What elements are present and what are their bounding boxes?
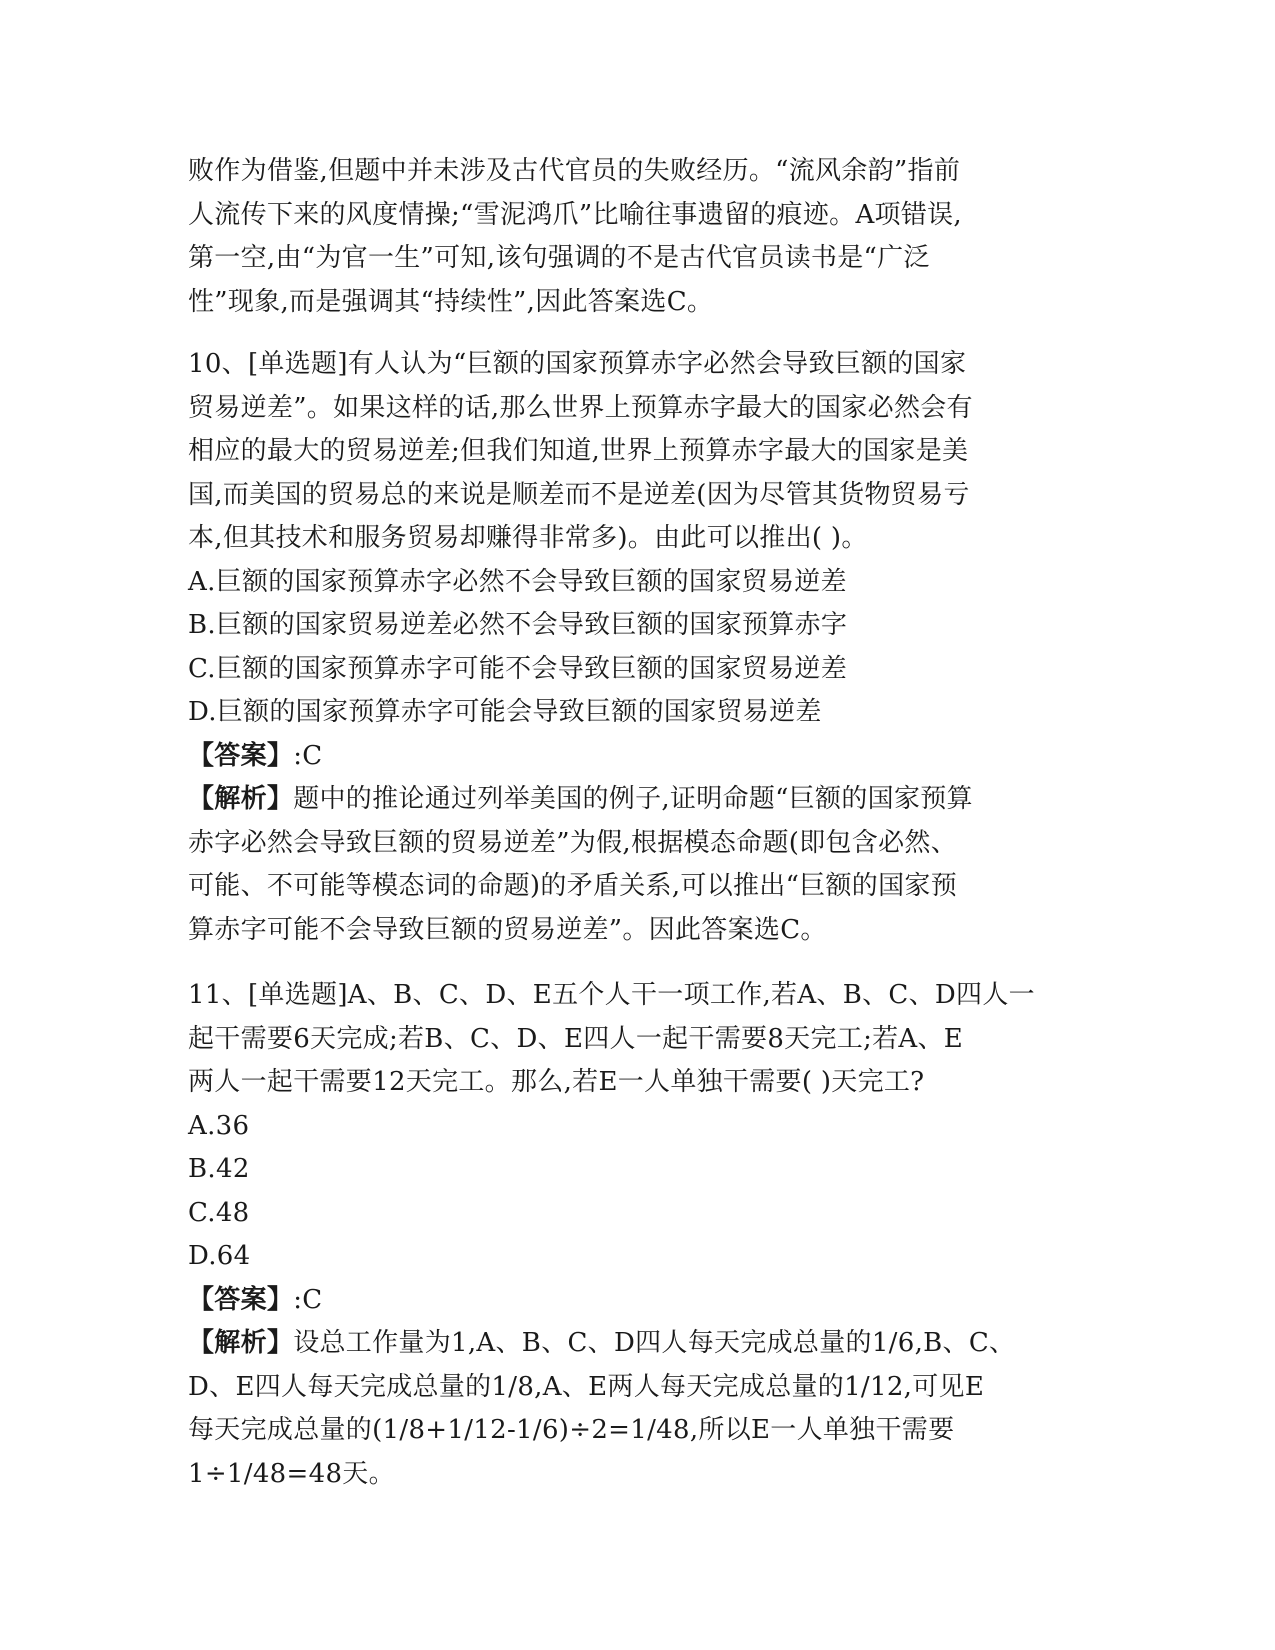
answer-line xyxy=(188,735,1088,779)
analysis-text: 设总工作量为1,A、B、C、D四人每天完成总量的1/6,B、C、 xyxy=(293,1328,1016,1358)
question-stem-line: 起干需要6天完成;若B、C、D、E四人一起干需要8天完工;若A、E xyxy=(188,1023,964,1054)
question-stem-line: 11、[单选题]A、B、C、D、E五个人干一项工作,若A、B、C、D四人一 xyxy=(188,980,1035,1010)
option-d: D.64 xyxy=(188,1241,251,1271)
question-stem-line: 贸易逆差”。如果这样的话,那么世界上预算赤字最大的国家必然会有 xyxy=(188,392,973,423)
analysis-label: 【解析】 xyxy=(188,784,294,814)
analysis-label: 【解析】 xyxy=(188,1328,294,1358)
analysis-line: 算赤字可能不会导致巨额的贸易逆差”。因此答案选C。 xyxy=(188,914,827,945)
text-line: 第一空,由“为官一生”可知,该句强调的不是古代官员读书是“广泛 xyxy=(188,243,930,273)
analysis-line xyxy=(188,778,1088,822)
answer-label: 【答案】 xyxy=(188,1284,294,1315)
text-line: 性”现象,而是强调其“持续性”,因此答案选C。 xyxy=(188,286,714,317)
question-11 xyxy=(188,974,1088,1496)
text-line: 败作为借鉴,但题中并未涉及古代官员的失败经历。“流风余韵”指前 xyxy=(188,156,961,186)
analysis-line: 可能、不可能等模态词的命题)的矛盾关系,可以推出“巨额的国家预 xyxy=(188,871,958,901)
answer-value: :C xyxy=(293,740,323,771)
option-a: A.36 xyxy=(188,1110,250,1141)
analysis-line: 赤字必然会导致巨额的贸易逆差”为假,根据模态命题(即包含必然、 xyxy=(188,827,958,858)
option-c: C.巨额的国家预算赤字可能不会导致巨额的国家贸易逆差 xyxy=(188,653,848,684)
text-line: 人流传下来的风度情操;“雪泥鸿爪”比喻往事遗留的痕迹。A项错误, xyxy=(188,199,962,230)
previous-question-explanation xyxy=(188,150,1088,324)
analysis-line: D、E四人每天完成总量的1/8,A、E两人每天完成总量的1/12,可见E xyxy=(188,1371,985,1402)
analysis-line: 每天完成总量的(1/8+1/12-1/6)÷2=1/48,所以E一人单独干需要 xyxy=(188,1415,955,1445)
question-stem-line: 国,而美国的贸易总的来说是顺差而不是逆差(因为尽管其货物贸易亏 xyxy=(188,479,970,510)
question-10 xyxy=(188,343,1088,952)
analysis-line xyxy=(188,1322,1088,1366)
answer-label: 【答案】 xyxy=(188,740,294,771)
question-stem-line: 相应的最大的贸易逆差;但我们知道,世界上预算赤字最大的国家是美 xyxy=(188,436,969,466)
question-stem-line: 本,但其技术和服务贸易却赚得非常多)。由此可以推出( )。 xyxy=(188,523,868,553)
answer-value: :C xyxy=(293,1284,323,1315)
option-c: C.48 xyxy=(188,1197,250,1228)
question-stem-line: 10、[单选题]有人认为“巨额的国家预算赤字必然会导致巨额的国家 xyxy=(188,349,967,379)
option-a: A.巨额的国家预算赤字必然不会导致巨额的国家贸易逆差 xyxy=(188,566,847,597)
question-stem-line: 两人一起干需要12天完工。那么,若E一人单独干需要( )天完工? xyxy=(188,1067,925,1097)
analysis-line: 1÷1/48=48天。 xyxy=(188,1458,395,1489)
option-b: B.巨额的国家贸易逆差必然不会导致巨额的国家预算赤字 xyxy=(188,610,848,640)
analysis-text: 题中的推论通过列举美国的例子,证明命题“巨额的国家预算 xyxy=(293,784,973,814)
answer-line xyxy=(188,1279,1088,1323)
option-b: B.42 xyxy=(188,1154,250,1184)
option-d: D.巨额的国家预算赤字可能会导致巨额的国家贸易逆差 xyxy=(188,697,822,727)
